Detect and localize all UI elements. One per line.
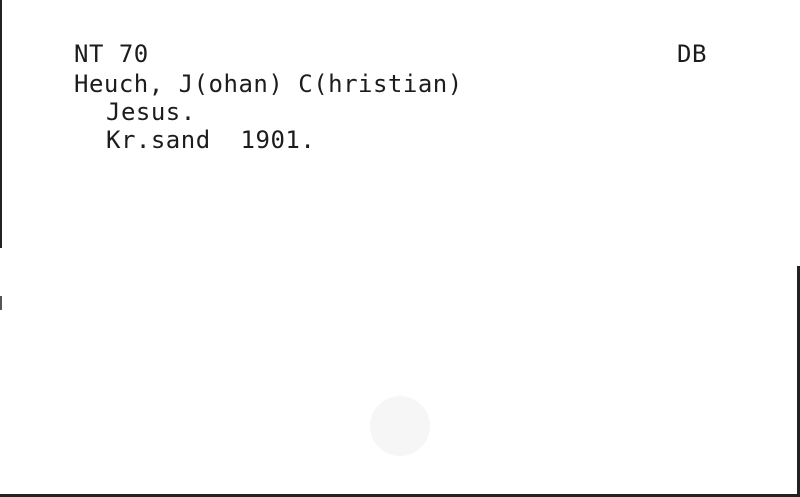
call-number: NT 70 xyxy=(74,40,149,68)
book-title: Jesus. xyxy=(106,98,196,126)
author-heading: Heuch, J(ohan) C(hristian) xyxy=(74,70,463,98)
card-left-mark xyxy=(0,296,2,310)
imprint: Kr.sand 1901. xyxy=(106,126,316,154)
collection-code: DB xyxy=(677,40,707,68)
card-left-edge xyxy=(0,0,2,248)
card-smudge xyxy=(370,396,430,456)
